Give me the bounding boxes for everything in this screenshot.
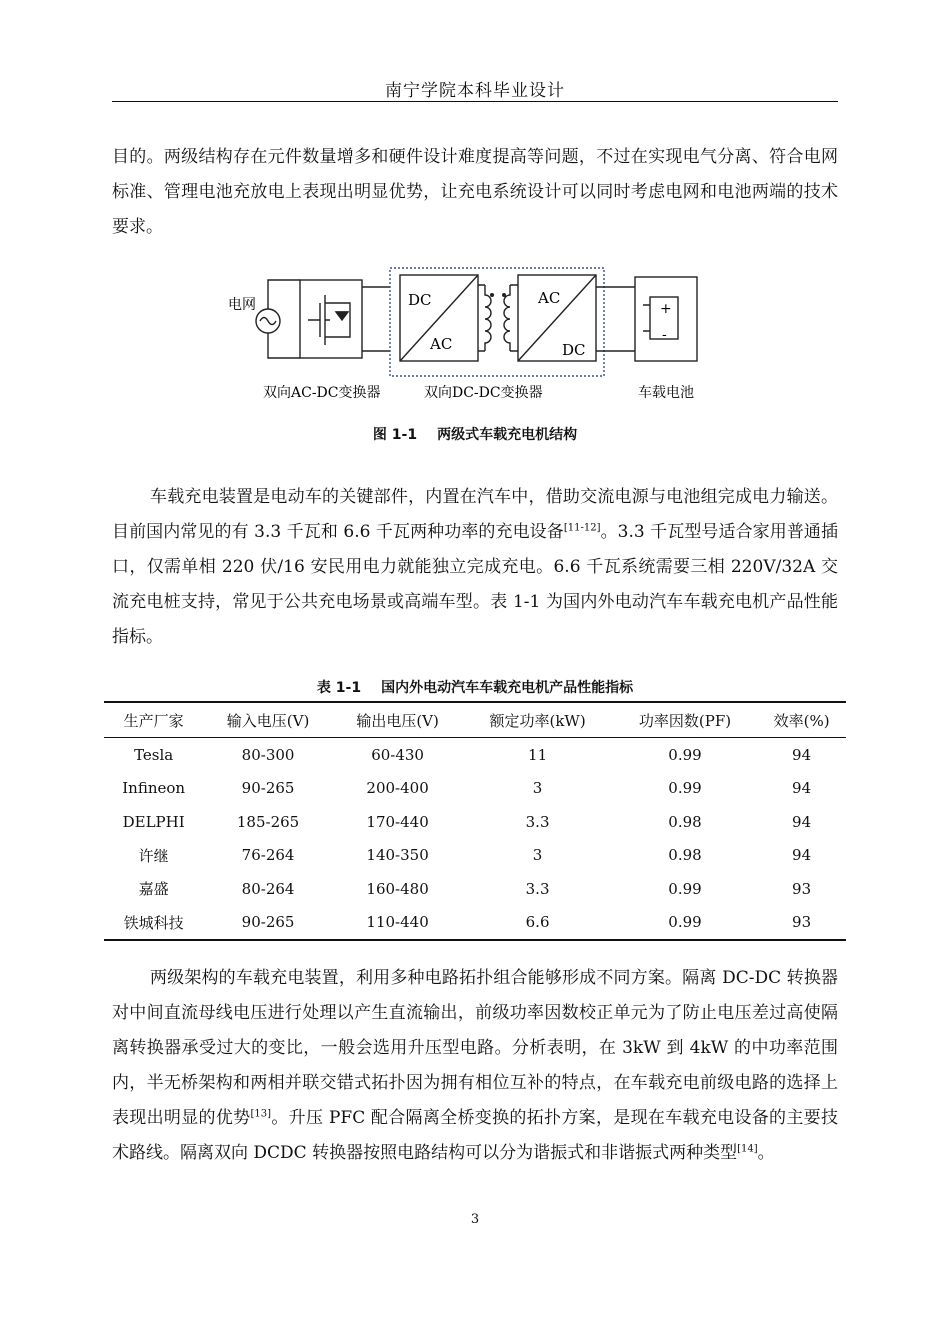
table-cell: 3.3: [525, 812, 550, 831]
paragraph-2: [112, 480, 838, 655]
paragraph-2-text-b: 。3.3 千瓦型号适合家用普通插口，仅需单相 220 伏/16 安民用电力就能独立完成充电。6.6 千瓦系统需要三相 220V/32A 交流充电桩支持，常见于公共充电场景或高端车型。表 1-1 为国内外电动汽车车载充电机产品性能指标。: [112, 522, 838, 647]
table-cell: 80-300: [241, 745, 295, 764]
header-cell: 生产厂家: [104, 702, 203, 738]
table-cell: 60-430: [371, 745, 424, 764]
table-cell: 0.98: [668, 846, 702, 865]
dc-label-1: DC: [408, 291, 432, 309]
page-header: 南宁学院本科毕业设计: [385, 81, 565, 101]
battery-plus: +: [660, 301, 672, 317]
acdc-label: 双向AC-DC变换器: [263, 385, 381, 401]
table-cell: 0.99: [668, 879, 702, 898]
table-cell: 3.3: [525, 879, 550, 898]
paragraph-3: [112, 961, 838, 1171]
table-row: [104, 805, 846, 839]
table-cell: 0.99: [668, 913, 702, 932]
table-caption: [112, 677, 838, 697]
dcdc-label: 双向DC-DC变换器: [424, 385, 543, 401]
table-row: [104, 772, 846, 806]
paragraph-1: 目的。两级结构存在元件数量增多和硬件设计难度提高等问题，不过在实现电气分离、符合电网标准、管理电池充放电上表现出明显优势，让充电系统设计可以同时考虑电网和电池两端的技术要求。: [112, 147, 838, 237]
table-cell: 94: [792, 846, 812, 865]
table-cell: 93: [792, 913, 812, 932]
table-cell: 80-264: [241, 879, 295, 898]
table-row: [104, 872, 846, 906]
table-header-row: [104, 702, 846, 738]
table-row: [104, 906, 846, 941]
table-cell: 11: [528, 745, 548, 764]
header-cell: 效率(%): [757, 702, 846, 738]
table-row: [104, 738, 846, 772]
figure-caption-number: 图 1-1: [372, 427, 418, 443]
table-cell: 200-400: [366, 779, 429, 798]
citation-13: [13]: [250, 1108, 272, 1120]
table-cell: 110-440: [366, 913, 429, 932]
table-row: [104, 839, 846, 873]
acdc-converter-box: [300, 280, 362, 358]
battery-label: 车载电池: [638, 385, 694, 401]
table-cell: 嘉盛: [138, 880, 169, 899]
dcdc-converter-border: [390, 268, 604, 376]
table-cell: 3: [532, 779, 543, 798]
table-cell: 0.98: [668, 812, 702, 831]
citation-11-12: [11-12]: [563, 522, 601, 534]
header-cell: 额定功率(kW): [462, 702, 612, 738]
header-cell: 功率因数(PF): [613, 702, 757, 738]
citation-14: [14]: [737, 1143, 758, 1155]
page-number: 3: [470, 1212, 480, 1227]
ac-label-2: AC: [538, 289, 561, 307]
table-cell: 94: [792, 745, 812, 764]
paragraph-2-text-a: 车载充电装置是电动车的关键部件，内置在汽车中，借助交流电源与电池组完成电力输送。目前国内常见的有 3.3 千瓦和 6.6 千瓦两种功率的充电设备: [112, 487, 838, 542]
header-cell: 输出电压(V): [333, 702, 463, 738]
table-cell: Infineon: [122, 779, 186, 798]
battery-minus: -: [662, 327, 667, 343]
table-cell: 6.6: [525, 913, 550, 932]
table-cell: 90-265: [241, 913, 295, 932]
grid-label: 电网: [228, 297, 256, 313]
table-cell: 94: [792, 812, 812, 831]
table-cell: 90-265: [241, 779, 295, 798]
table-cell: 3: [532, 846, 543, 865]
table-cell: 0.99: [668, 779, 702, 798]
table-cell: 93: [792, 879, 812, 898]
paragraph-3-text-c: 。: [757, 1143, 775, 1163]
table-caption-number: 表 1-1: [316, 680, 362, 696]
battery-box: [635, 277, 697, 361]
table-cell: 170-440: [366, 812, 429, 831]
table-caption-text: 国内外电动汽车车载充电机产品性能指标: [381, 680, 634, 696]
header-cell: 输入电压(V): [203, 702, 333, 738]
table-cell: 160-480: [366, 879, 429, 898]
table-cell: 铁城科技: [123, 913, 184, 932]
charger-structure-diagram: [180, 255, 720, 410]
table-cell: 0.99: [668, 745, 702, 764]
paragraph-3-text-b: 。升压 PFC 配合隔离全桥变换的拓扑方案，是现在车载充电设备的主要技术路线。隔离双向 DCDC 转换器按照电路结构可以分为谐振式和非谐振式两种类型: [112, 1108, 838, 1163]
spec-table: [104, 701, 846, 941]
paragraph-3-text-a: 两级架构的车载充电装置，利用多种电路拓扑组合能够形成不同方案。隔离 DC-DC 转换器对中间直流母线电压进行处理以产生直流输出，前级功率因数校正单元为了防止电压差过高使隔离转换器承受过大的变比，一般会选用升压型电路。分析表明，在 3kW 到 4kW 的中功率范围内，半无桥架构和两相并联交错式拓扑因为拥有相位互补的特点，在车载充电前级电路的选择上表现出明显的优势: [112, 968, 838, 1128]
header-rule: [112, 101, 838, 102]
table-cell: 94: [792, 779, 812, 798]
figure-caption: [112, 424, 838, 444]
table-cell: Tesla: [134, 745, 174, 764]
table-cell: 76-264: [241, 846, 295, 865]
table-cell: 140-350: [366, 846, 429, 865]
dc-label-2: DC: [562, 341, 586, 359]
table-cell: 185-265: [236, 812, 300, 831]
table-cell: 许继: [138, 846, 169, 865]
figure-caption-text: 两级式车载充电机结构: [437, 427, 578, 443]
ac-label-1: AC: [430, 335, 453, 353]
table-cell: DELPHI: [122, 812, 185, 831]
